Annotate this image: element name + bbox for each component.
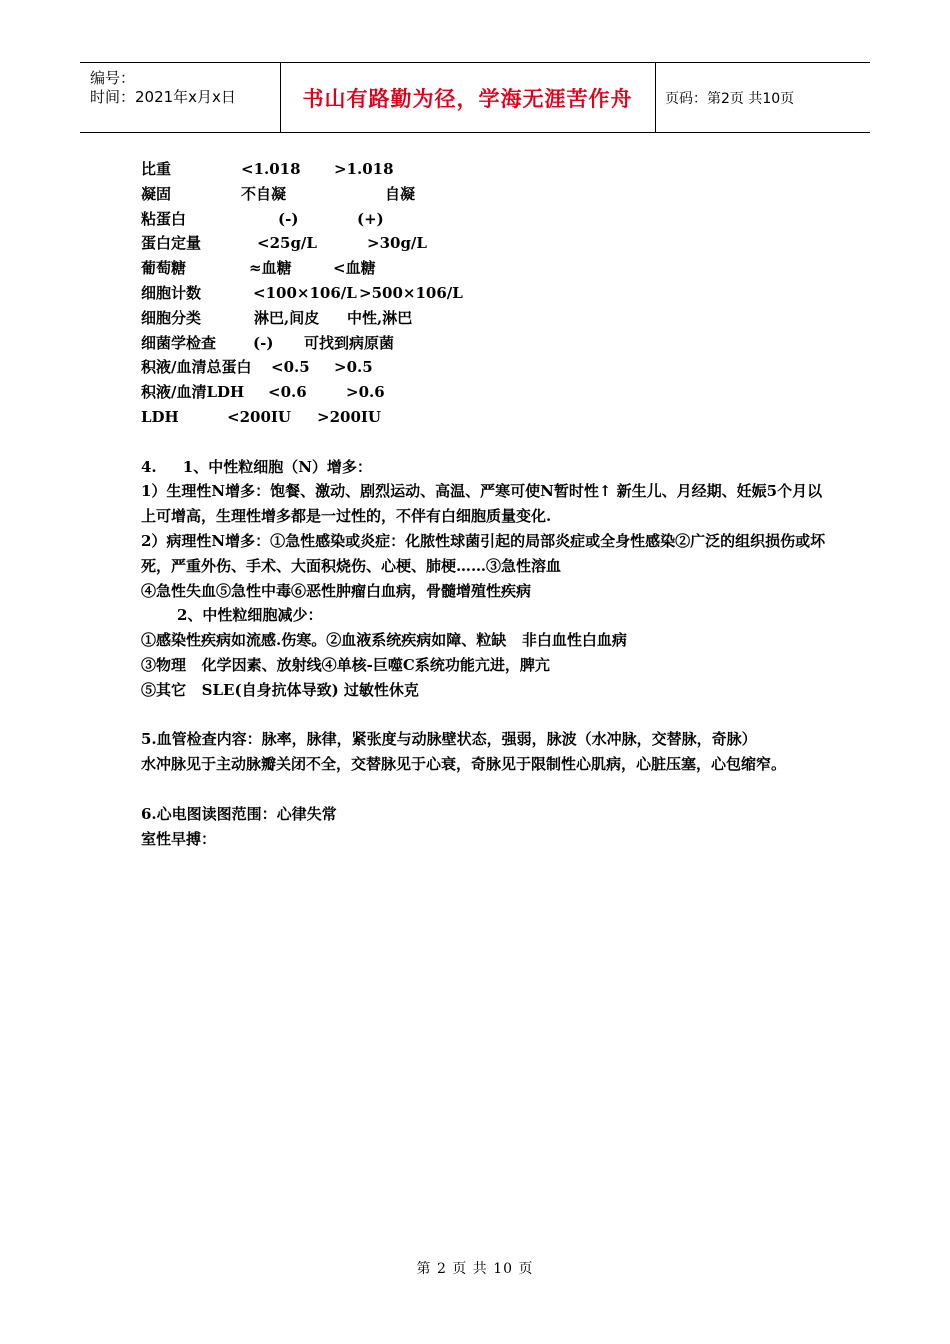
row-item: 比重	[141, 160, 172, 178]
row-right: >1.018	[334, 160, 394, 178]
row-right: >30g/L	[367, 234, 427, 253]
blank-line	[141, 703, 831, 728]
section-4-heading: 4. 1、中性粒细胞（N）增多：	[141, 457, 372, 476]
table-row	[141, 182, 831, 207]
table-row	[141, 380, 831, 405]
row-left: <25g/L	[257, 234, 317, 253]
header-meta	[80, 63, 280, 132]
row-left: <100×106/L	[253, 283, 357, 302]
row-item: 凝固	[141, 184, 172, 203]
comparison-table	[141, 157, 831, 430]
document-body	[141, 157, 831, 851]
row-right: 自凝	[385, 184, 416, 203]
document-date-label: 时间：2021年x月x日	[90, 88, 236, 106]
section-4-list-line: ③物理 化学因素、放射线④单核-巨噬C系统功能亢进，脾亢	[141, 655, 550, 674]
table-row	[141, 207, 831, 232]
row-right: 可找到病原菌	[304, 333, 395, 352]
table-row	[141, 231, 831, 256]
table-row	[141, 306, 831, 331]
row-item: 积液/血清LDH	[141, 383, 245, 402]
row-item: 细菌学检查	[141, 333, 217, 352]
row-item: 葡萄糖	[141, 259, 187, 278]
row-left: (-)	[278, 209, 299, 228]
section-4-paragraph: ④急性失血⑤急性中毒⑥恶性肿瘤白血病，骨髓增殖性疾病	[141, 581, 532, 600]
row-left: (-)	[253, 333, 274, 352]
row-right: >500×106/L	[359, 283, 463, 302]
row-item: LDH	[141, 407, 179, 426]
page-header	[80, 62, 870, 133]
section-6-heading: 6.心电图读图范围：心律失常	[141, 804, 337, 823]
section-4-list-line: ⑤其它 SLE(自身抗体导致) 过敏性休克	[141, 680, 419, 699]
header-page-info: 页码：第2页 共10页	[665, 90, 795, 107]
row-left: 不自凝	[241, 184, 287, 203]
row-right: >0.6	[346, 383, 385, 402]
section-5-paragraph: 水冲脉见于主动脉瓣关闭不全，交替脉见于心衰，奇脉见于限制性心肌病，心脏压塞，心包缩窄。	[141, 755, 787, 774]
header-motto: 书山有路勤为径，学海无涯苦作舟	[302, 86, 633, 111]
table-row	[141, 331, 831, 356]
row-right: >0.5	[334, 358, 373, 377]
document-number-label: 编号：	[90, 69, 136, 87]
row-item: 细胞分类	[141, 308, 202, 327]
section-4-subheading: 2、中性粒细胞减少：	[177, 606, 323, 625]
table-row	[141, 256, 831, 281]
blank-line	[141, 430, 831, 455]
section-4-paragraph: 1）生理性N增多：饱餐、激动、剧烈运动、高温、严寒可使N暂时性↑ 新生儿、月经期、妊娠5个月以上可增高，生理性增多都是一过性的，不伴有白细胞质量变化.	[141, 482, 823, 526]
row-item: 细胞计数	[141, 283, 202, 302]
row-right: (+)	[357, 209, 384, 228]
row-left: <200IU	[227, 407, 291, 426]
row-left: <0.5	[271, 358, 310, 377]
blank-line	[141, 777, 831, 802]
row-right: <血糖	[333, 259, 376, 278]
section-4-paragraph: 2）病理性N增多：①急性感染或炎症：化脓性球菌引起的局部炎症或全身性感染②广泛的组织损伤或坏死，严重外伤、手术、大面积烧伤、心梗、肺梗……③急性溶血	[141, 531, 826, 575]
table-row	[141, 157, 831, 182]
row-left: ≈血糖	[249, 259, 292, 278]
row-left: 淋巴,间皮	[254, 308, 320, 327]
table-row	[141, 405, 831, 430]
row-item: 积液/血清总蛋白	[141, 358, 252, 377]
section-4-list-line: ①感染性疾病如流感.伤寒。②血液系统疾病如障、粒缺 非白血性白血病	[141, 631, 627, 650]
row-item: 粘蛋白	[141, 209, 187, 228]
row-left: <0.6	[268, 383, 307, 402]
section-6-subheading: 室性早搏：	[141, 829, 217, 848]
table-row	[141, 355, 831, 380]
section-5-paragraph: 5.血管检查内容：脉率，脉律，紧张度与动脉壁状态，强弱，脉波（水冲脉，交替脉，奇脉）	[141, 730, 757, 749]
row-item: 蛋白定量	[141, 234, 202, 253]
page-footer: 第 2 页 共 10 页	[416, 1261, 534, 1277]
row-left: <1.018	[241, 160, 301, 178]
row-right: >200IU	[317, 407, 381, 426]
row-right: 中性,淋巴	[347, 308, 413, 327]
table-row	[141, 281, 831, 306]
